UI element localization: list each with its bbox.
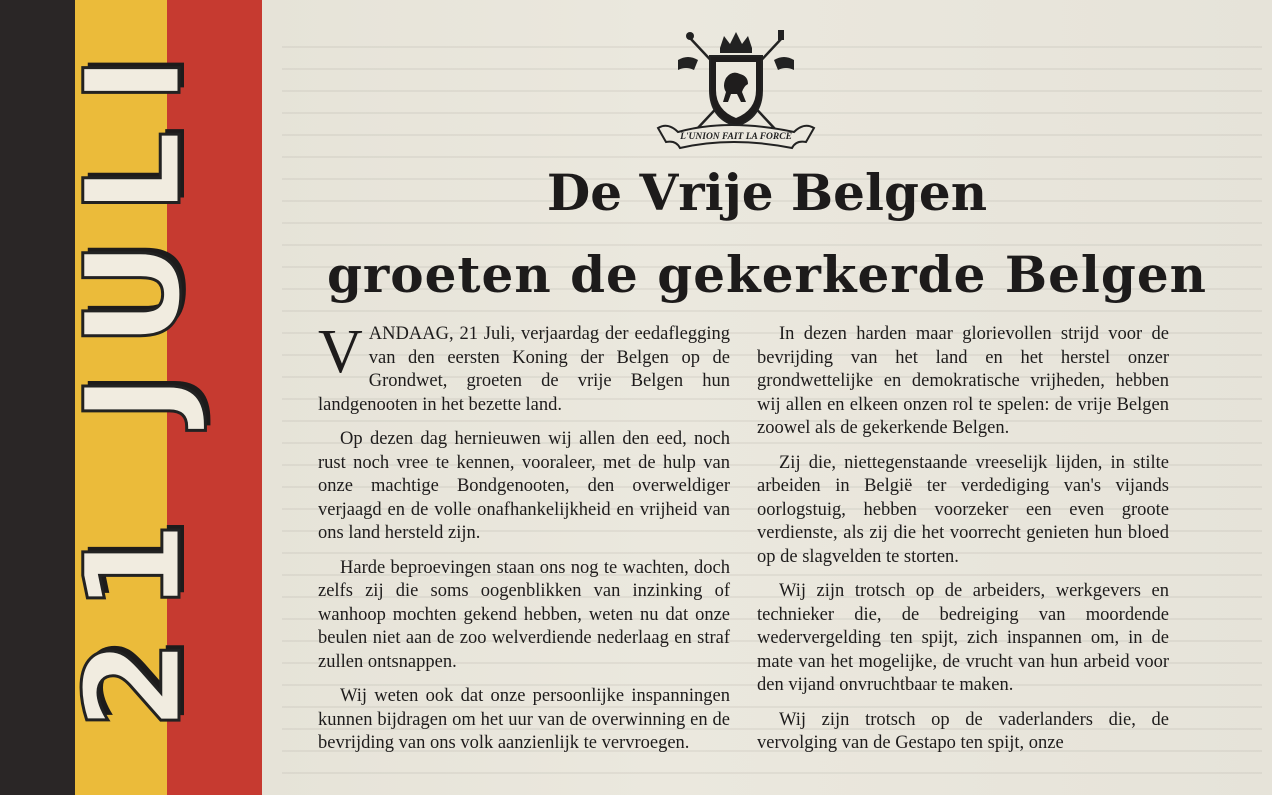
motto-text: L'UNION FAIT LA FORCE xyxy=(680,132,792,142)
belgian-coat-of-arms-icon xyxy=(650,26,822,156)
headline-line-1: De Vrije Belgen xyxy=(546,163,988,222)
paragraph: Wij zijn trotsch op de vaderlanders die, de vervolging van de Gestapo ten spijt, onze xyxy=(757,709,1169,753)
paragraph: Wij zijn trotsch op de arbeiders, werkgevers en technieker die, de bedreiging van moordende wedervergelding ten spijt, zich inspannen om, in de mate van het mogelijke, de vrucht van hun arbeid voor den vijand onvruchtbaar te maken. xyxy=(757,581,1169,695)
drop-cap: V xyxy=(318,318,363,386)
paragraph: Harde beproevingen staan ons nog te wachten, doch zelfs zij die soms oogenblikken van inzinking of wanhoop mochten gekend hebben, weten nu dat onze beulen niet aan de zoo welverdiende nederlaag en straf zullen ontsnappen. xyxy=(318,557,730,672)
paragraph: Wij weten ook dat onze persoonlijke inspanningen kunnen bijdragen om het uur van de overwinning en de bevrijding van ons volk aanzienlijk te vervroegen. xyxy=(318,686,730,753)
paragraph: VANDAAG, 21 Juli, verjaardag der eedaflegging van den eersten Koning der Belgen op de Grondwet, groeten de vrije Belgen hun landgenooten in het bezette land. xyxy=(318,318,730,415)
paragraph: In dezen harden maar glorievollen strijd voor de bevrijding van het land en het herstel onzer grondwettelijke en demokratische vrijheden, hebben wij allen en elkeen onzen rol te spelen: de vrije Belgen zoowel als de gekerkende Belgen. xyxy=(757,324,1169,438)
paragraph: Zij die, niettegenstaande vreeselijk lijden, in stilte arbeiden in België ter verdediging van's vijands oorlogstuig, hebben voorzeker een even groote verdienste, als zij die het voorrecht genieten hun bloed op de slagvelden te storten. xyxy=(757,452,1169,567)
article-column-1 xyxy=(318,318,730,767)
paragraph: Op dezen dag hernieuwen wij allen den eed, noch rust noch vree te kennen, vooraleer, met de hulp van onze machtige Bondgenooten, den overweldiger verjaagd en de volle onafhankelijkheid en vrijheid van ons land hersteld zijn. xyxy=(318,429,730,543)
vertical-date: 21 JULI xyxy=(57,29,211,731)
article-column-2 xyxy=(757,323,1169,767)
headline-line-2: groeten de gekerkerde Belgen xyxy=(326,245,1208,304)
